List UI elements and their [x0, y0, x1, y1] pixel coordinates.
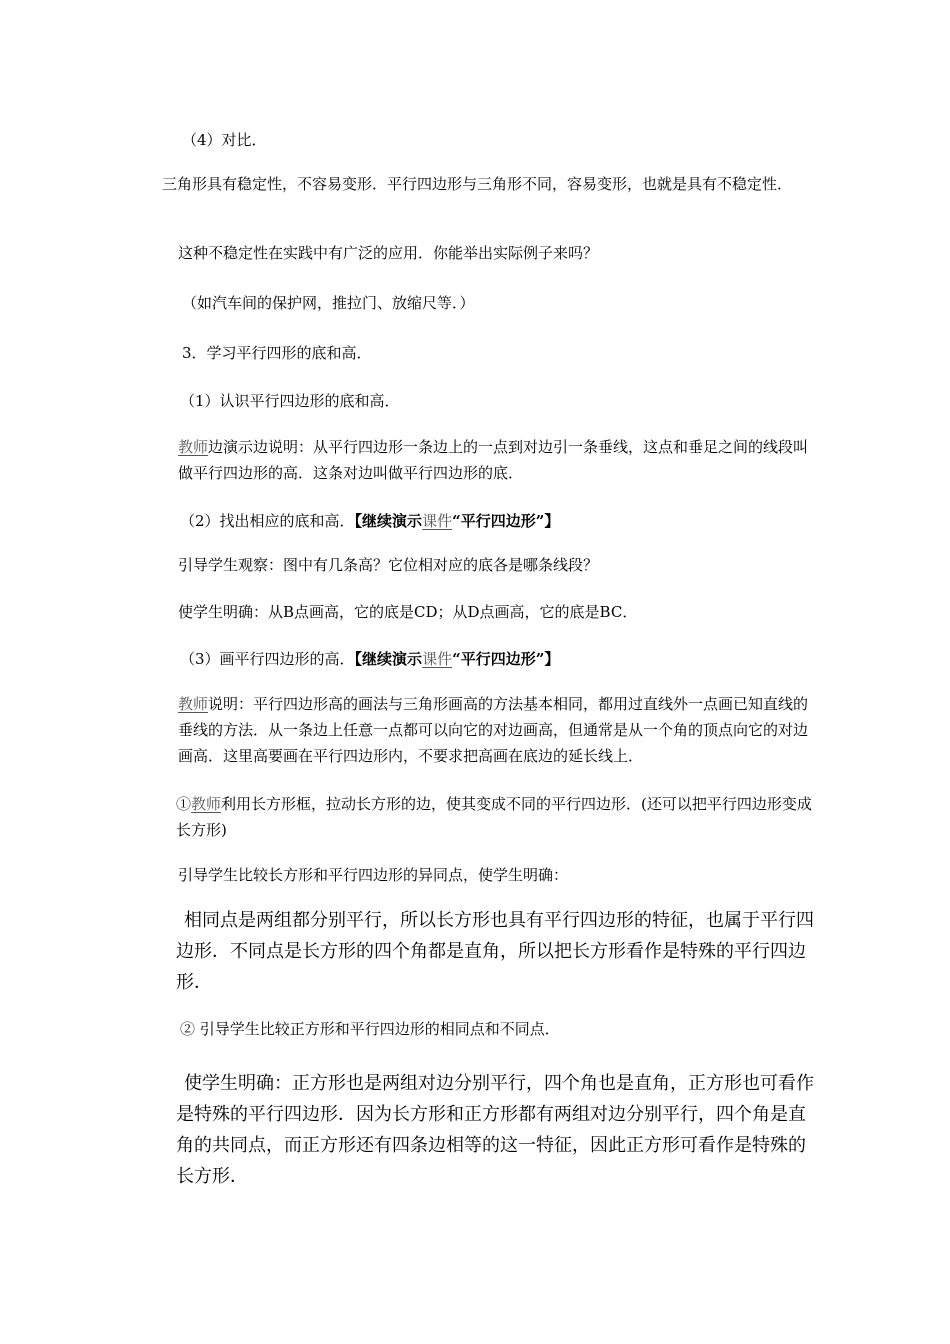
teacher-link[interactable]: 教师 [191, 795, 222, 813]
text: （2）找出相应的底和高． [180, 512, 355, 530]
paragraph-guide-observe [178, 552, 810, 578]
text: “平行四边形”】 [452, 650, 560, 668]
text: 这种不稳定性在实践中有广泛的应用．你能举出实际例子来吗？ [178, 244, 599, 262]
text: 边演示边说明：从平行四边形一条边上的一点到对边引一条垂线，这点和垂足之间的线段叫做平行四边形的高．这条对边叫做平行四边形的底． [178, 438, 809, 482]
paragraph-compare-rectangle [178, 862, 810, 888]
paragraph-square-conclusion [176, 1068, 818, 1192]
text: 三角形具有稳定性，不容易变形．平行四边形与三角形不同，容易变形，也就是具有不稳定性． [162, 175, 793, 193]
courseware-link[interactable]: 课件 [422, 650, 453, 668]
paragraph-contrast-heading [182, 127, 814, 153]
text: 使学生明确：从B点画高，它的底是CD；从D点画高，它的底是BC． [178, 603, 638, 621]
teacher-link[interactable]: 教师 [178, 695, 209, 713]
paragraph-examples [182, 290, 814, 316]
text: 3．学习平行四形的底和高． [182, 344, 372, 362]
paragraph-rectangle-frame [176, 791, 814, 843]
text: 引导学生比较长方形和平行四边形的异同点，使学生明确： [178, 866, 569, 884]
text: “平行四边形”】 [452, 512, 560, 530]
paragraph-recognize [180, 388, 812, 414]
text: 相同点是两组都分别平行，所以长方形也具有平行四边形的特征，也属于平行四边形．不同点是长方形的四个角都是直角，所以把长方形看作是特殊的平行四边形． [176, 910, 814, 993]
paragraph-compare-square [180, 1016, 812, 1042]
text: 引导学生观察：图中有几条高？它位相对应的底各是哪条线段？ [178, 556, 599, 574]
paragraph-teacher-explain [178, 691, 814, 769]
text: 【继续演示 [354, 650, 423, 668]
text: ② 引导学生比较正方形和平行四边形的相同点和不同点． [180, 1020, 560, 1038]
section-heading-base-height [182, 340, 814, 366]
text: （1）认识平行四边形的底和高． [180, 392, 400, 410]
paragraph-clarify-bd [178, 599, 810, 625]
text: 利用长方形框，拉动长方形的边，使其变成不同的平行四边形．(还可以把平行四边形变成长方形) [176, 795, 812, 839]
text: 使学生明确：正方形也是两组对边分别平行，四个角也是直角，正方形也可看作是特殊的平行四边形．因为长方形和正方形都有两组对边分别平行，四个角是直角的共同点，而正方形还有四条边相等的这一特征，因此正方形可看作是特殊的长方形． [176, 1073, 814, 1187]
paragraph-stability [162, 171, 814, 197]
paragraph-find-base-height [180, 508, 812, 534]
text: 【继续演示 [354, 512, 423, 530]
text: （3）画平行四边形的高． [180, 650, 355, 668]
paragraph-similarities [176, 905, 818, 998]
text: （4）对比． [182, 131, 267, 149]
text: 说明：平行四边形高的画法与三角形画高的方法基本相同，都用过直线外一点画已知直线的垂线的方法．从一条边上任意一点都可以向它的对边画高，但通常是从一个角的顶点向它的对边画高．这里高要画在平行四边形内，不要求把高画在底边的延长线上． [178, 695, 809, 765]
teacher-link[interactable]: 教师 [178, 438, 209, 456]
paragraph-teacher-demo [178, 434, 814, 486]
text: （如汽车间的保护网，推拉门、放缩尺等．） [182, 294, 475, 312]
paragraph-draw-height [180, 646, 812, 672]
paragraph-application-question [178, 240, 810, 266]
courseware-link[interactable]: 课件 [422, 512, 453, 530]
text: ① [176, 795, 192, 813]
